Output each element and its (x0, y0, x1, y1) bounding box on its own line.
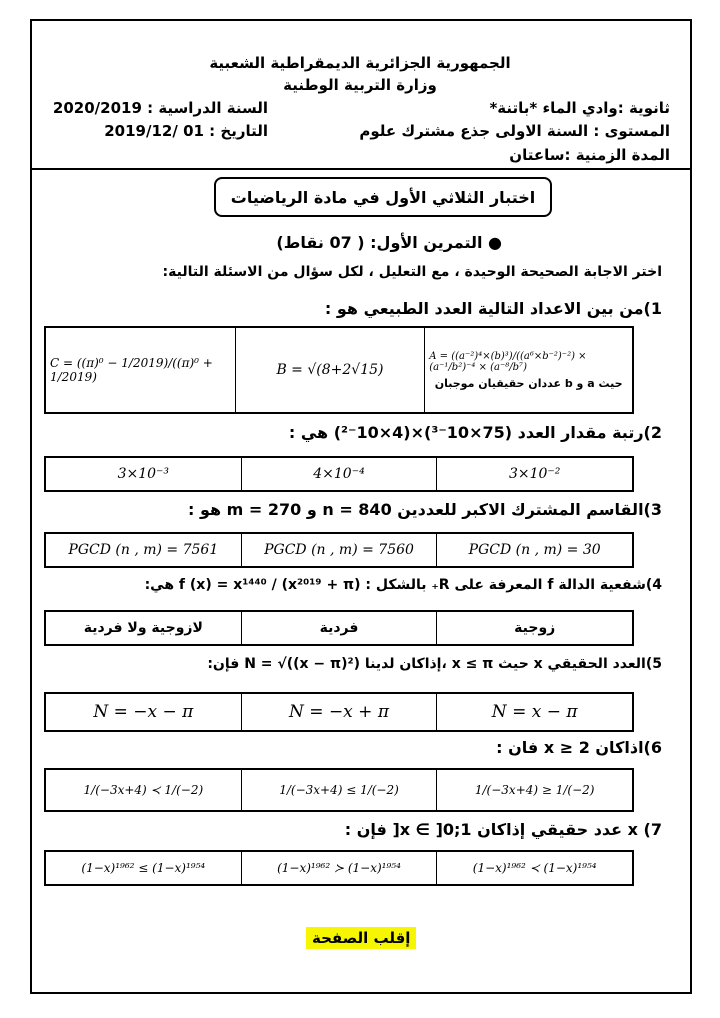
option-3: لازوجية ولا فردية (83, 620, 203, 636)
question-1-options (44, 326, 634, 414)
option-3: 3×10⁻³ (117, 466, 170, 482)
question-2: 2)رتبة مقدار العدد (75×10⁻³)×(4×10⁻²) هي : (288, 423, 662, 442)
question-2-options (44, 456, 634, 492)
question-6-options (44, 768, 634, 812)
school-year: السنة الدراسية : 2020/2019 (52, 99, 268, 117)
option-2: N = −x + π (241, 694, 437, 730)
option-2: 4×10⁻⁴ (241, 458, 437, 490)
option-c: C = ((π)⁰ − 1/2019)/((π)⁰ + 1/2019) (50, 356, 213, 384)
question-7: 7) x عدد حقيقي إذاكان x ∈ ]0;1[ فإن : (344, 820, 662, 839)
duration-label: المدة الزمنية :ساعتان (509, 146, 670, 164)
exercise-instruction: اختر الاجابة الصحيحة الوحيدة ، مع التعليل ، لكل سؤال من الاسئلة التالية: (162, 264, 662, 280)
question-4-options (44, 610, 634, 646)
question-3: 3)القاسم المشترك الاكبر للعددين n = 840 و m = 270 هو : (187, 500, 662, 519)
header-divider (30, 168, 692, 170)
option-1: N = x − π (436, 694, 632, 730)
question-5: 5)العدد الحقيقي x حيث x ≤ π ،إذاكان لدينا N = √((x − π)²) فإن: (207, 656, 662, 672)
exercise-heading (276, 233, 502, 252)
question-5-options (44, 692, 634, 732)
exercise-heading-text: التمرين الأول: ( 07 نقاط) (276, 233, 483, 252)
option-1: (1−x)¹⁹⁶² ≺ (1−x)¹⁹⁵⁴ (436, 852, 632, 884)
question-3-options (44, 532, 634, 568)
ministry-title: وزارة التربية الوطنية (283, 76, 437, 94)
question-7-options (44, 850, 634, 886)
option-3: PGCD (n , m) = 7561 (68, 542, 219, 558)
option-2: 1/(−3x+4) ≤ 1/(−2) (241, 770, 437, 810)
option-2: فردية (241, 612, 437, 644)
option-1: زوجية (436, 612, 632, 644)
question-1: 1)من بين الاعداد التالية العدد الطبيعي هو : (324, 299, 662, 318)
bullet-icon: ● (482, 233, 502, 252)
question-6: 6)اذاكان x ≥ 2 فان : (496, 738, 662, 757)
exam-title: اختبار الثلاثي الأول في مادة الرياضيات (214, 177, 552, 217)
option-3: 1/(−3x+4) ≺ 1/(−2) (83, 783, 204, 797)
republic-title: الجمهورية الجزائرية الديمقراطية الشعبية (209, 54, 511, 72)
option-b: B = √(8+2√15) (235, 328, 425, 412)
option-3: (1−x)¹⁹⁶² ≤ (1−x)¹⁹⁵⁴ (81, 861, 206, 875)
option-3: N = −x − π (93, 702, 194, 722)
option-2: (1−x)¹⁹⁶² ≻ (1−x)¹⁹⁵⁴ (241, 852, 437, 884)
level-label: المستوى : السنة الاولى جذع مشترك علوم (359, 122, 670, 140)
option-a-expr: A = ((a⁻²)⁴×(b)³)/((a⁶×b⁻²)⁻²) × (a⁻¹/b²)⁻⁴ × (a⁻⁸/b⁷) (429, 350, 587, 373)
option-a-note: حيث a و b عددان حقيقيان موجبان (434, 376, 623, 390)
question-4: 4)شفعية الدالة f المعرفة على R₊ بالشكل : f (x) = x¹⁴⁴⁰ / (x²⁰¹⁹ + π) هي: (144, 577, 662, 593)
option-1: 1/(−3x+4) ≥ 1/(−2) (436, 770, 632, 810)
turn-page-label: إقلب الصفحة (306, 927, 416, 949)
option-1: PGCD (n , m) = 30 (436, 534, 632, 566)
option-2: PGCD (n , m) = 7560 (241, 534, 437, 566)
option-1: 3×10⁻² (436, 458, 632, 490)
option-a (424, 328, 632, 412)
school-name: ثانوية :وادي الماء *باتنة* (489, 99, 670, 117)
exam-date: التاريخ : 01 /2019/12 (104, 122, 268, 140)
